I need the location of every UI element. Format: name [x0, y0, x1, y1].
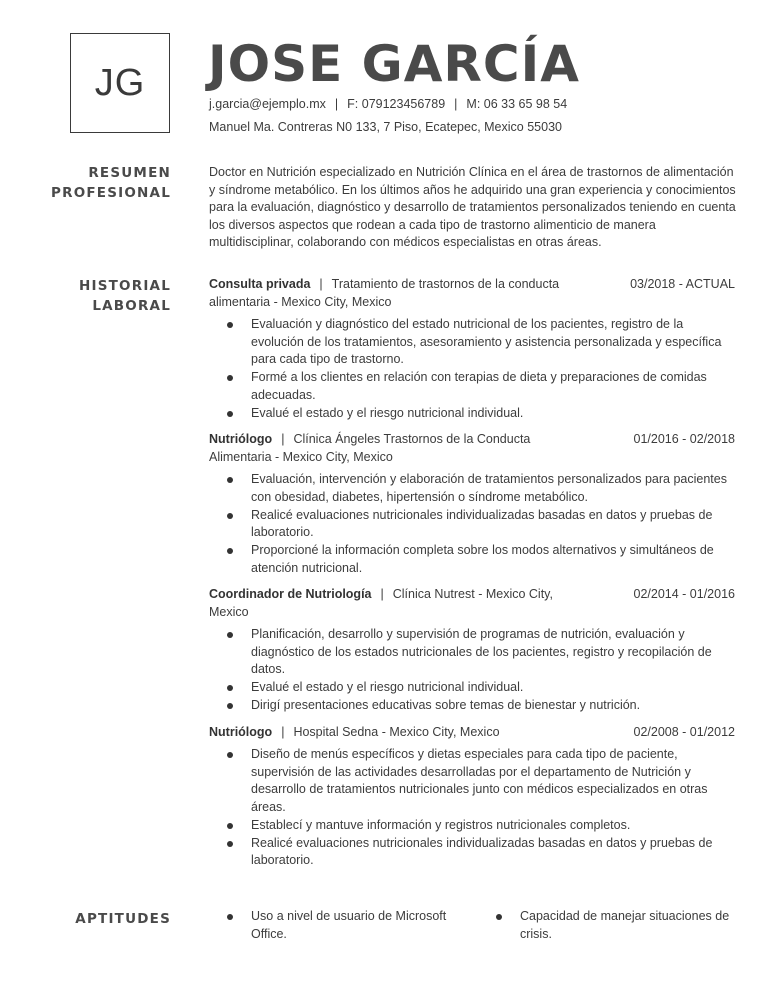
list-item: Dirigí presentaciones educativas sobre temas de bienestar y nutrición.: [209, 697, 735, 715]
job-entry: [209, 724, 735, 870]
section-title-line: PROFESIONAL: [51, 185, 171, 201]
separator: |: [454, 97, 458, 111]
skills-list: [209, 908, 739, 943]
section-title-line: APTITUDES: [75, 911, 171, 927]
job-header: [209, 431, 735, 466]
job-title: Coordinador de Nutriología: [209, 587, 372, 601]
job-title: Consulta privada: [209, 277, 311, 291]
phone-mobile: M: 06 33 65 98 54: [466, 97, 568, 111]
job-bullets: [209, 626, 735, 715]
list-item: Realicé evaluaciones nutricionales individualizadas basadas en datos y pruebas de laboratorio.: [209, 835, 735, 870]
monogram-box: [70, 33, 170, 133]
list-item: Proporcioné la información completa sobre los modos alternativos y simultáneos de atención nutricional.: [209, 542, 735, 577]
section-title-line: HISTORIAL: [79, 278, 171, 294]
job-entry: [209, 276, 735, 422]
list-item: Evaluación y diagnóstico del estado nutricional de los pacientes, registro de la evolución de los tratamientos, asesoramiento y asistencia personalizada y específica para cada tipo de trastorno.: [209, 316, 735, 369]
job-entry: [209, 431, 735, 577]
address-text: Manuel Ma. Contreras N0 133, 7 Piso, Ecatepec, Mexico 55030: [209, 120, 562, 134]
job-list: [209, 276, 735, 879]
separator: |: [380, 587, 384, 601]
email-text: j.garcia@ejemplo.mx: [209, 97, 326, 111]
job-company: Clínica Nutrest - Mexico City, Mexico: [209, 587, 553, 619]
list-item: Planificación, desarrollo y supervisión de programas de nutrición, evaluación y diagnóstico de los estados nutricionales de los pacientes, registro y recopilación de datos.: [209, 626, 735, 679]
skill-item: Uso a nivel de usuario de Microsoft Office.: [209, 908, 478, 943]
list-item: Diseño de menús específicos y dietas especiales para cada tipo de paciente, supervisión de las actividades desarrolladas por el departamento de Nutrición y desarrollo de tratamientos nutricionales junto con médicos especializados en otras áreas.: [209, 746, 735, 816]
monogram-initials: JG: [94, 61, 146, 104]
section-title-history: [79, 276, 171, 316]
separator: |: [281, 432, 285, 446]
job-entry: [209, 586, 735, 715]
job-header: [209, 586, 735, 621]
job-dates: 02/2014 - 01/2016: [633, 587, 735, 601]
section-title-skills: [75, 909, 171, 929]
job-dates: 03/2018 - ACTUAL: [630, 277, 735, 291]
summary-text: Doctor en Nutrición especializado en Nutrición Clínica en el área de trastornos de alimentación y síndrome metabólico. En los últimos años he adquirido una gran experiencia y conocimientos para la evaluación, diagnóstico y desarrollo de tratamientos personalizados teniendo en cuenta los diversos aspectos que rodean a cada tipo de trastorno alimenticio de manera multidisciplinar, colaborando con médicos especialistas en otras áreas.: [209, 165, 736, 249]
section-title-line: RESUMEN: [88, 165, 171, 181]
job-header: [209, 724, 735, 742]
phone-fixed: F: 079123456789: [347, 97, 446, 111]
job-dates: 02/2008 - 01/2012: [633, 724, 735, 739]
job-header: [209, 276, 735, 311]
job-company: Tratamiento de trastornos de la conducta alimentaria - Mexico City, Mexico: [209, 277, 560, 309]
job-company: Clínica Ángeles Trastornos de la Conducta Alimentaria - Mexico City, Mexico: [209, 432, 531, 464]
separator: |: [319, 277, 323, 291]
list-item: Evaluación, intervención y elaboración de tratamientos personalizados para pacientes con obesidad, diabetes, hipertensión o síndrome metabólico.: [209, 471, 735, 506]
job-bullets: [209, 746, 735, 870]
job-bullets: [209, 471, 735, 577]
job-title: Nutriólogo: [209, 432, 273, 446]
list-item: Evalué el estado y el riesgo nutricional individual.: [209, 405, 735, 423]
job-title: Nutriólogo: [209, 724, 273, 739]
job-bullets: [209, 316, 735, 422]
list-item: Establecí y mantuve información y registros nutricionales completos.: [209, 817, 735, 835]
job-dates: 01/2016 - 02/2018: [633, 432, 735, 446]
contact-line: [209, 97, 567, 111]
section-title-line: LABORAL: [92, 298, 171, 314]
separator: |: [334, 97, 339, 111]
job-company: Hospital Sedna - Mexico City, Mexico: [293, 724, 500, 739]
candidate-name: JOSE GARCÍA: [208, 35, 580, 93]
list-item: Realicé evaluaciones nutricionales individualizadas basadas en datos y pruebas de laboratorio.: [209, 507, 735, 542]
separator: |: [281, 724, 285, 739]
section-title-summary: [51, 163, 171, 203]
skill-item: Capacidad de manejar situaciones de crisis.: [478, 908, 739, 943]
list-item: Formé a los clientes en relación con terapias de dieta y preparaciones de comidas adecuadas.: [209, 369, 735, 404]
list-item: Evalué el estado y el riesgo nutricional individual.: [209, 679, 735, 697]
